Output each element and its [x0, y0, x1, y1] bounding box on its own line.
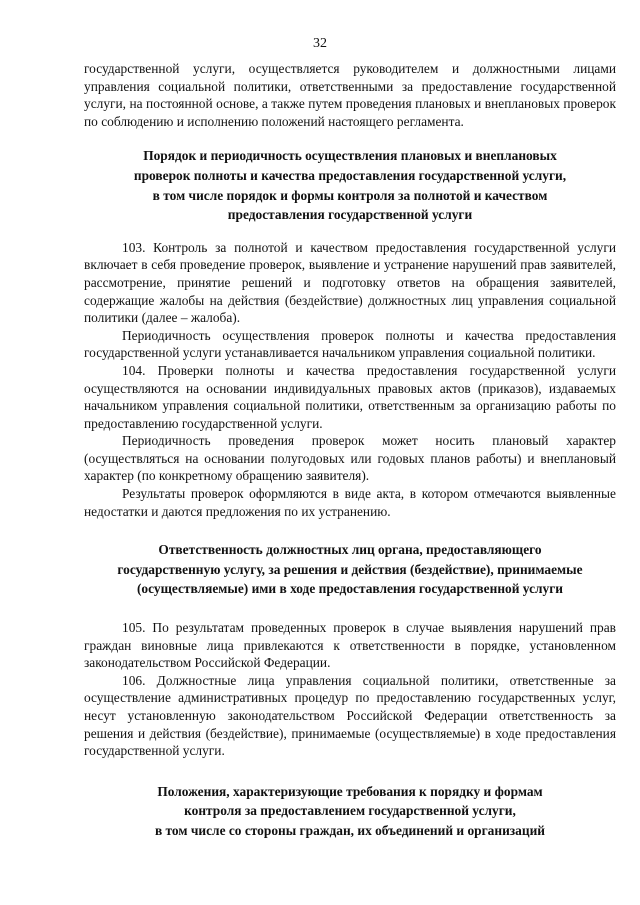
section-heading-control-procedure — [84, 146, 616, 224]
paragraph-106: 106. Должностные лица управления социальной политики, ответственные за осуществление административных процедур по предоставлению государственных услуг, несут установленную законодательством Российской Федерации ответственность за решения и действия (бездействие), принимаемые (осуществляемые) в ходе предоставления государственной услуги. — [84, 672, 616, 759]
heading-line: Порядок и периодичность осуществления плановых и внеплановых — [143, 148, 557, 164]
heading-line: Положения, характеризующие требования к порядку и формам — [157, 783, 543, 799]
heading-line: в том числе порядок и формы контроля за полнотой и качеством — [152, 187, 548, 203]
paragraph-inspection-character: Периодичность проведения проверок может носить плановый характер (осуществляться на основании полугодовых или годовых планов работы) и внеплановый характер (по конкретному обращению заявителя). — [84, 433, 616, 484]
heading-line: (осуществляемые) ими в ходе предоставления государственной услуги — [136, 581, 564, 597]
heading-line: контроля за предоставлением государственной услуги, — [184, 803, 516, 819]
paragraph-103: 103. Контроль за полнотой и качеством предоставления государственной услуги включает в себя проведение проверок, выявление и устранение нарушений прав заявителей, рассмотрение, принятие решений и подготовку ответов на обращения заявителей, содержащие жалобы на действия (бездействие) должностных лиц управления социальной политики (далее – жалоба). — [84, 239, 616, 326]
heading-line: государственную услугу, за решения и действия (бездействие), принимаемые — [117, 561, 583, 577]
paragraph-104: 104. Проверки полноты и качества предоставления государственной услуги осуществляются на основании индивидуальных правовых актов (приказов), издаваемых начальником управления социальной политики, ответственным за организацию работы по предоставлению государственной услуги. — [84, 362, 616, 431]
paragraph-105: 105. По результатам проведенных проверок в случае выявления нарушений прав граждан виновные лица привлекаются к ответственности в порядке, установленном законодательством Российской Федерации. — [84, 620, 616, 671]
heading-line: предоставления государственной услуги — [227, 207, 473, 223]
paragraph-inspection-results: Результаты проверок оформляются в виде акта, в котором отмечаются выявленные недостатки и даются предложения по их устранению. — [84, 486, 616, 519]
intro-paragraph: государственной услуги, осуществляется руководителем и должностными лицами управления социальной политики, ответственными за предоставление государственной услуги, на постоянной основе, а также путем проведения плановых и внеплановых проверок по соблюдению и исполнению положений настоящего регламента. — [84, 61, 616, 129]
section-heading-control-requirements — [84, 782, 616, 841]
page-content — [84, 60, 616, 841]
paragraph-periodicity: Периодичность осуществления проверок полноты и качества предоставления государственной услуги устанавливается начальником управления социальной политики. — [84, 327, 616, 361]
page-number: 32 — [313, 36, 327, 51]
heading-line: проверок полноты и качества предоставления государственной услуги, — [133, 167, 567, 183]
heading-line: Ответственность должностных лиц органа, предоставляющего — [158, 542, 542, 558]
section-heading-responsibility — [84, 540, 616, 599]
heading-line: в том числе со стороны граждан, их объединений и организаций — [154, 822, 546, 838]
